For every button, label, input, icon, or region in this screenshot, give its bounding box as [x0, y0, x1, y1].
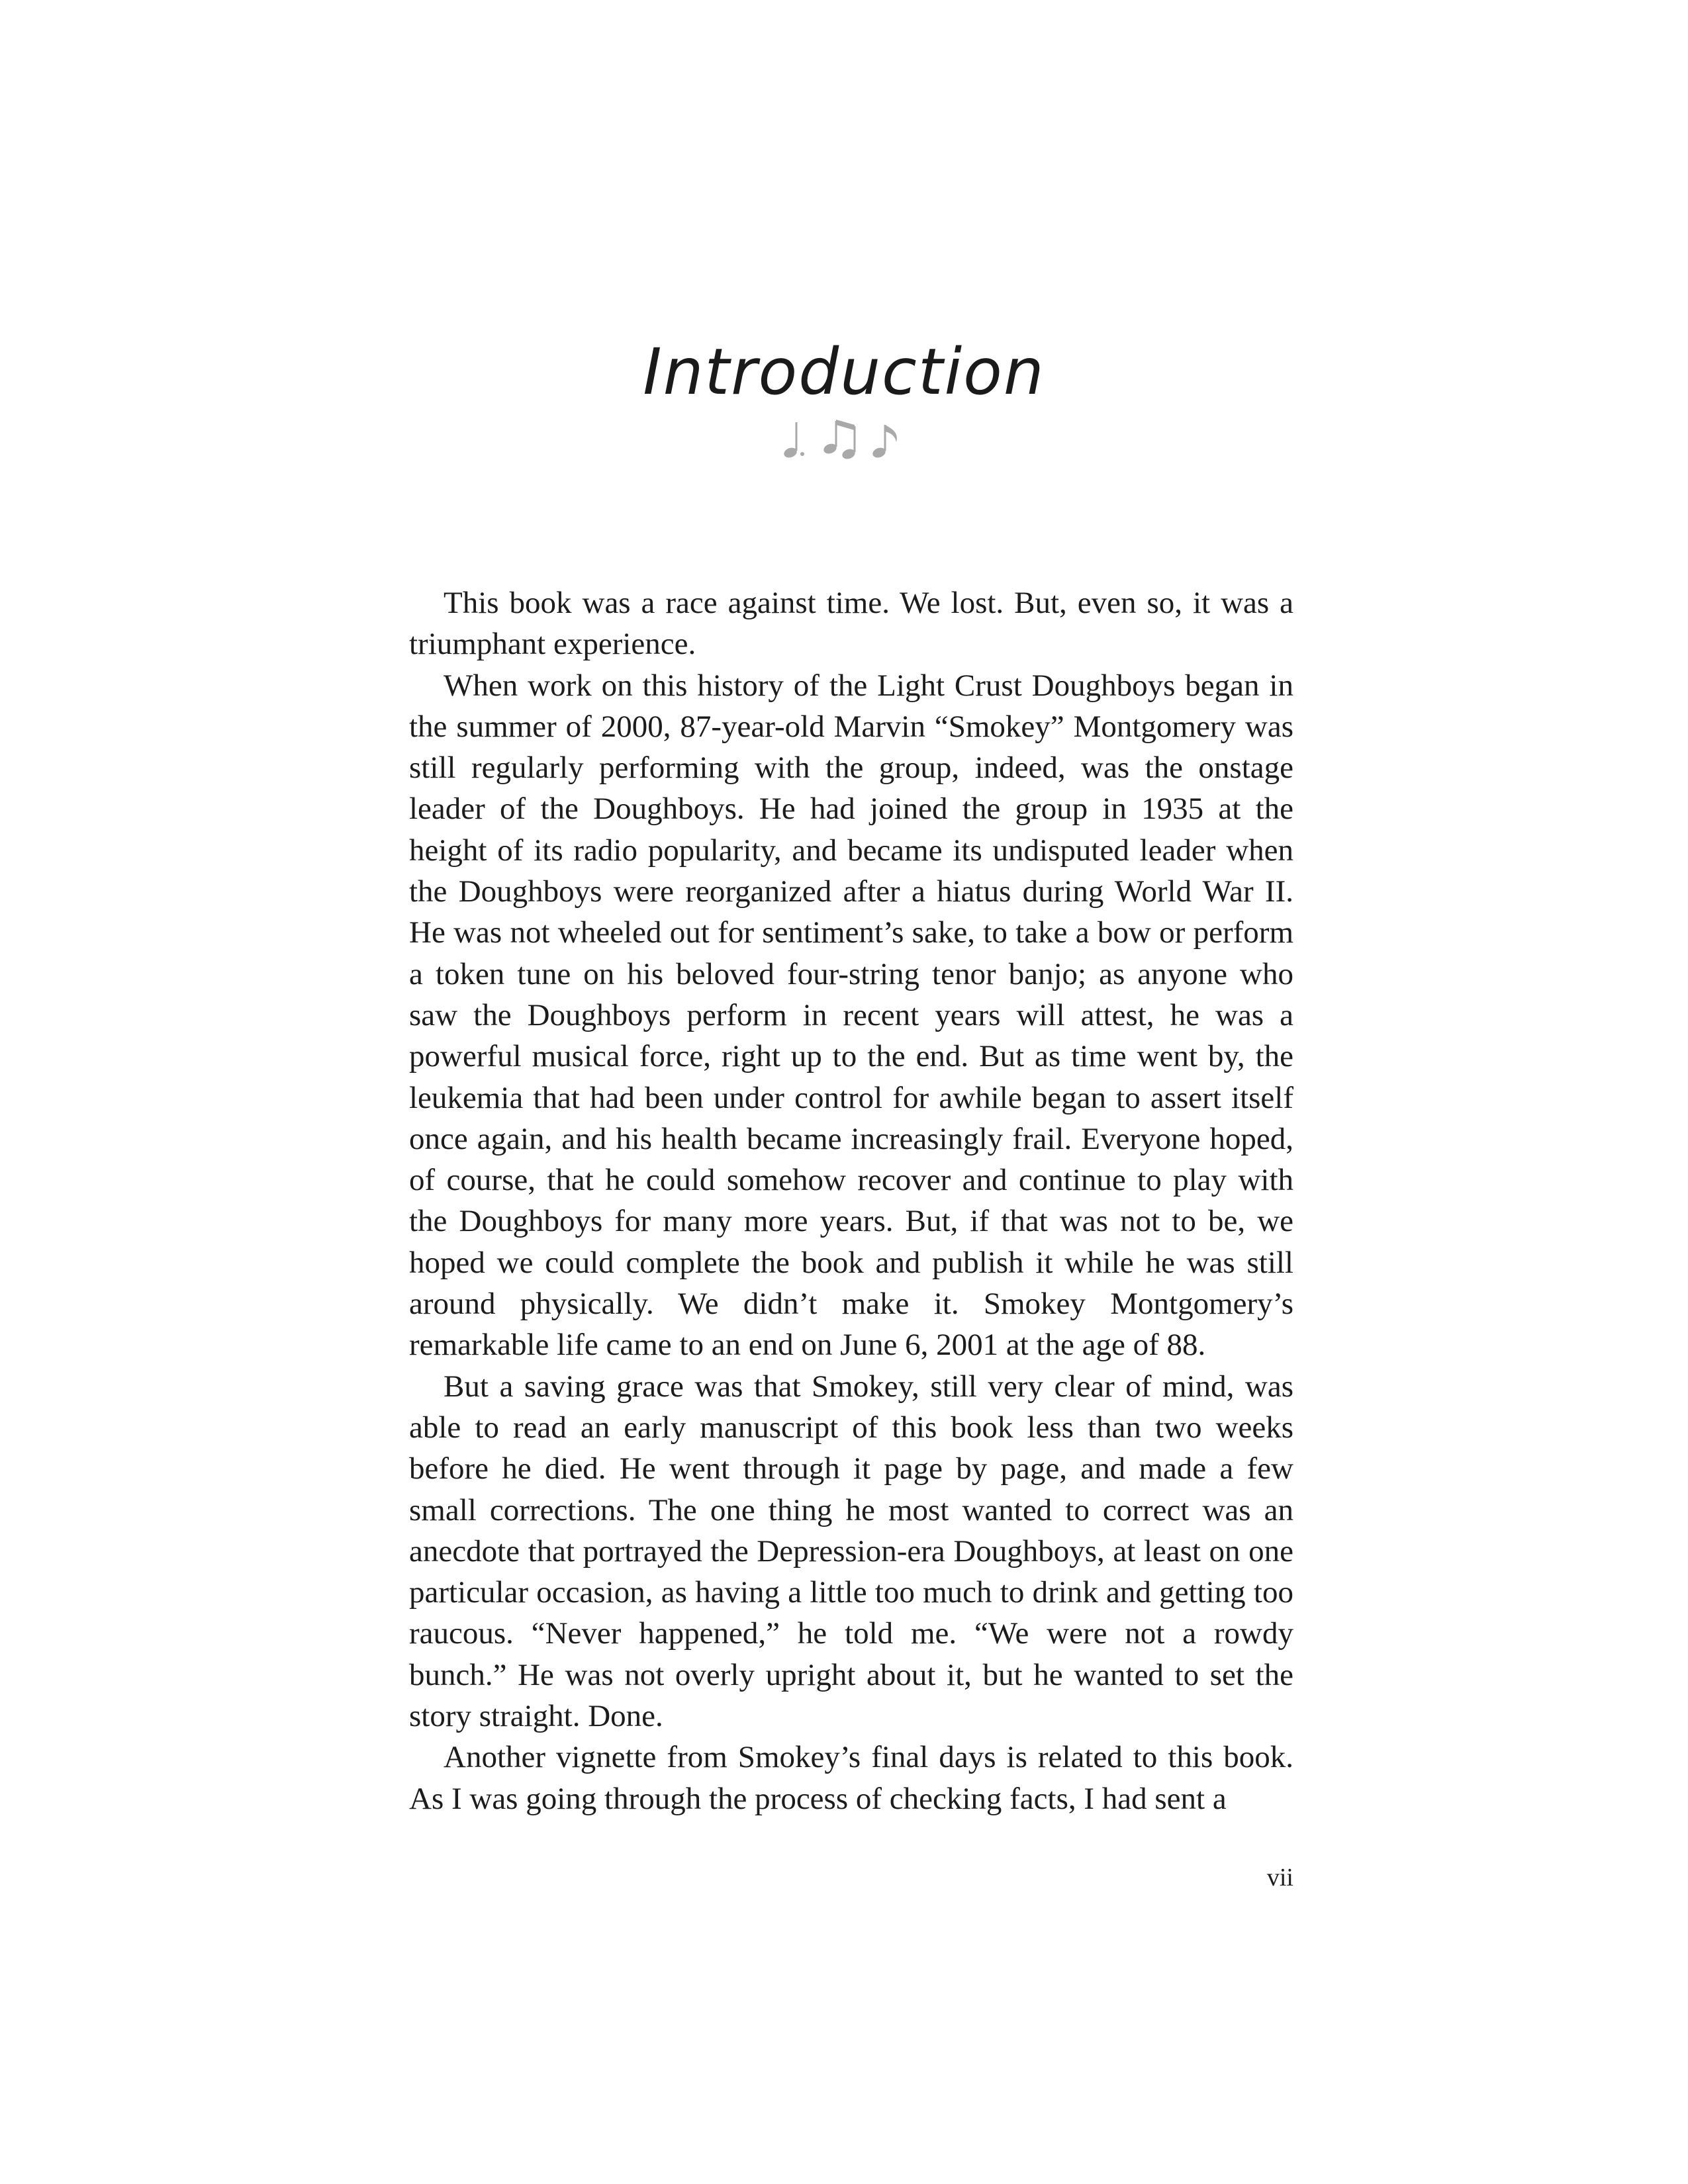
paragraph: This book was a race against time. We lost. But, even so, it was a triumphant experience. — [409, 586, 1293, 662]
paragraph: Another vignette from Smokey’s final days is related to this book. As I was going through the process of checking facts, I had sent a — [409, 1740, 1293, 1816]
paragraph: But a saving grace was that Smokey, still very clear of mind, was able to read an early manuscript of this book less than two weeks before he died. He went through it page by page, and made a few small corrections. The one thing he most wanted to correct was an anecdote that portrayed the Depression-era Doughboys, at least on one particular occasion, as having a little too much to drink and getting too raucous. “Never happened,” he told me. “We were not a rowdy bunch.” He was not overly upright about it, but he wanted to set the story straight. Done. — [409, 1369, 1293, 1734]
body-text — [409, 582, 1293, 1819]
paragraph: When work on this history of the Light Crust Doughboys began in the summer of 2000, 87-year-old Marvin “Smokey” Montgomery was still regularly performing with the group, indeed, was the onstage leader of the Doughboys. He had joined the group in 1935 at the height of its radio popularity, and became its undisputed leader when the Doughboys were reorganized after a hiatus during World War II. He was not wheeled out for sentiment’s sake, to take a bow or perform a token tune on his beloved four-string tenor banjo; as anyone who saw the Doughboys perform in recent years will attest, he was a powerful musical force, right up to the end. But as time went by, the leukemia that had been under control for awhile began to assert itself once again, and his health became increasingly frail. Everyone hoped, of course, that he could somehow recover and continue to play with the Doughboys for many more years. But, if that was not to be, we hoped we could complete the book and publish it while he was still around physically. We didn’t make it. Smokey Montgomery’s remarkable life came to an end on June 6, 2001 at the age of 88. — [409, 668, 1293, 1363]
page-number: vii — [1266, 1864, 1293, 1891]
chapter-title: Introduction — [643, 335, 1045, 409]
music-notes-icon — [781, 416, 907, 462]
music-notes-ornament — [0, 416, 1688, 469]
